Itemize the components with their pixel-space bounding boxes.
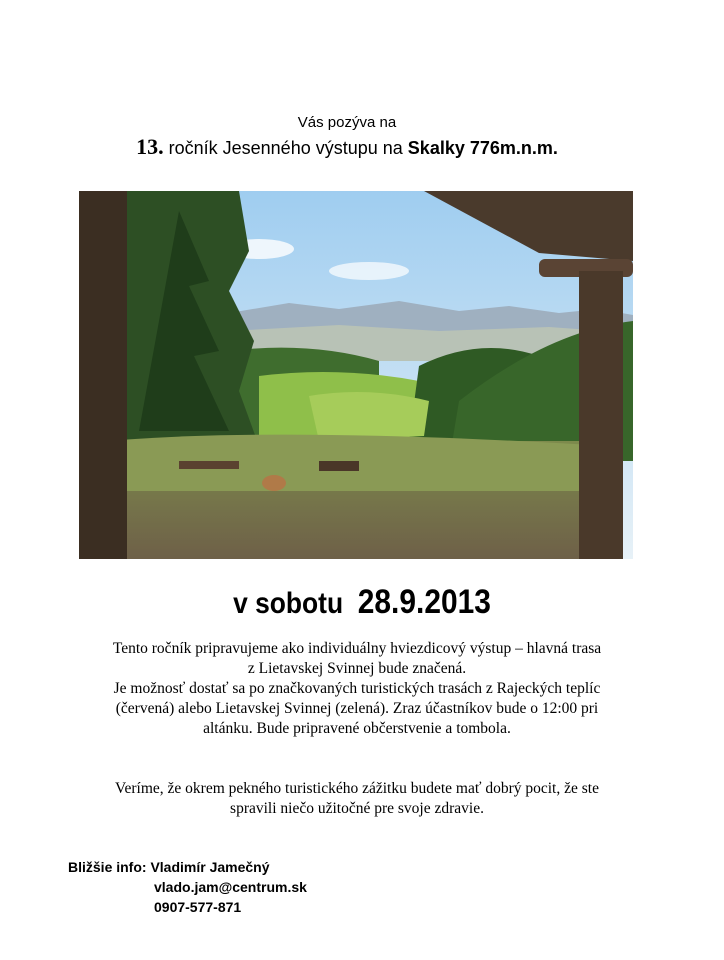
contact-label: Bližšie info: Vladimír Jamečný [68, 859, 270, 875]
text-line: Tento ročník pripravujeme ako individuálny hviezdicový výstup – hlavná trasa [112, 640, 602, 657]
text-line: z Lietavskej Svinnej bude značená. [247, 660, 467, 677]
closing-paragraph [60, 779, 654, 819]
peak-name: Skalky 776m.n.m. [407, 138, 558, 158]
contact-email: vlado.jam@centrum.sk [154, 879, 307, 895]
text-line: altánku. Bude pripravené občerstvenie a tombola. [203, 720, 511, 737]
date-prefix: v sobotu [233, 587, 344, 620]
post-right [579, 271, 623, 559]
text-line: Je možnosť dostať sa po značkovaných turistických trasách z Rajeckých teplíc [113, 680, 601, 697]
title-text: ročník Jesenného výstupu na [168, 138, 403, 158]
text-line: (červená) alebo Lietavskej Svinnej (zelená). Zraz účastníkov bude o 12:00 pri [115, 700, 599, 717]
contact-phone: 0907-577-871 [154, 899, 242, 915]
text-line: Veríme, že okrem pekného turistického zážitku budete mať dobrý pocit, že ste [115, 780, 599, 797]
edition-number: 13. [136, 134, 164, 159]
landscape-illustration [79, 191, 633, 559]
event-title [0, 134, 694, 160]
description-paragraph [60, 639, 654, 739]
landscape-photo [79, 191, 633, 559]
bench [179, 461, 239, 469]
log [319, 461, 359, 471]
text-line: spravili niečo užitočné pre svoje zdravie. [230, 800, 484, 817]
invitation-line: Vás pozýva na [297, 114, 397, 131]
date-value: 28.9.2013 [357, 583, 491, 621]
post-left [79, 191, 127, 559]
field [309, 392, 429, 441]
event-date [43, 583, 680, 622]
stump [262, 475, 286, 491]
cloud [329, 262, 409, 280]
